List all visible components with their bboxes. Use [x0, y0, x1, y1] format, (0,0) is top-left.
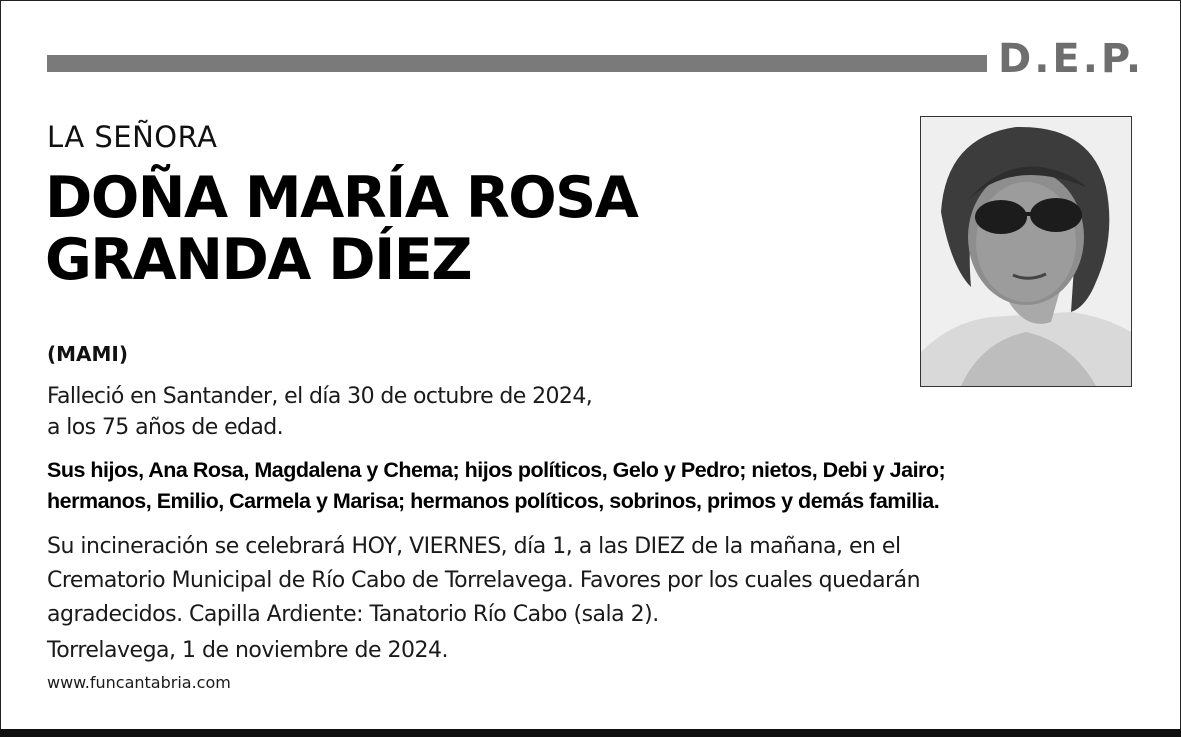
death-line-1: Falleció en Santander, el día 30 de octubre de 2024, — [47, 384, 593, 409]
bottom-border — [0, 729, 1181, 737]
ceremony-line-3: agradecidos. Capilla Ardiente: Tanatorio Río Cabo (sala 2). — [47, 602, 659, 627]
ceremony-line-2: Crematorio Municipal de Río Cabo de Torrelavega. Favores por los cuales quedarán — [47, 568, 921, 593]
portrait-image — [921, 117, 1131, 386]
portrait-photo — [920, 116, 1132, 387]
death-line-2: a los 75 años de edad. — [47, 415, 284, 440]
intro-label: LA SEÑORA — [47, 120, 218, 154]
nickname: (MAMI) — [47, 342, 129, 366]
name-line-1: DOÑA MARÍA ROSA — [45, 165, 638, 231]
family-line-2: hermanos, Emilio, Carmela y Marisa; hermanos políticos, sobrinos, primos y demás familia. — [47, 489, 940, 513]
place-date: Torrelavega, 1 de noviembre de 2024. — [47, 638, 449, 663]
website-link[interactable]: www.funcantabria.com — [47, 673, 231, 692]
dep-mark: D.E.P. — [998, 36, 1145, 82]
header-rule — [47, 55, 987, 72]
deceased-name — [45, 167, 637, 291]
ceremony-line-1: Su incineración se celebrará HOY, VIERNES, día 1, a las DIEZ de la mañana, en el — [47, 534, 901, 559]
ceremony-details — [47, 530, 920, 632]
name-line-2: GRANDA DÍEZ — [45, 227, 472, 293]
family-list — [47, 455, 1147, 517]
family-line-1: Sus hijos, Ana Rosa, Magdalena y Chema; hijos políticos, Gelo y Pedro; nietos, Debi y Jairo; — [47, 458, 946, 482]
death-details — [47, 381, 592, 443]
